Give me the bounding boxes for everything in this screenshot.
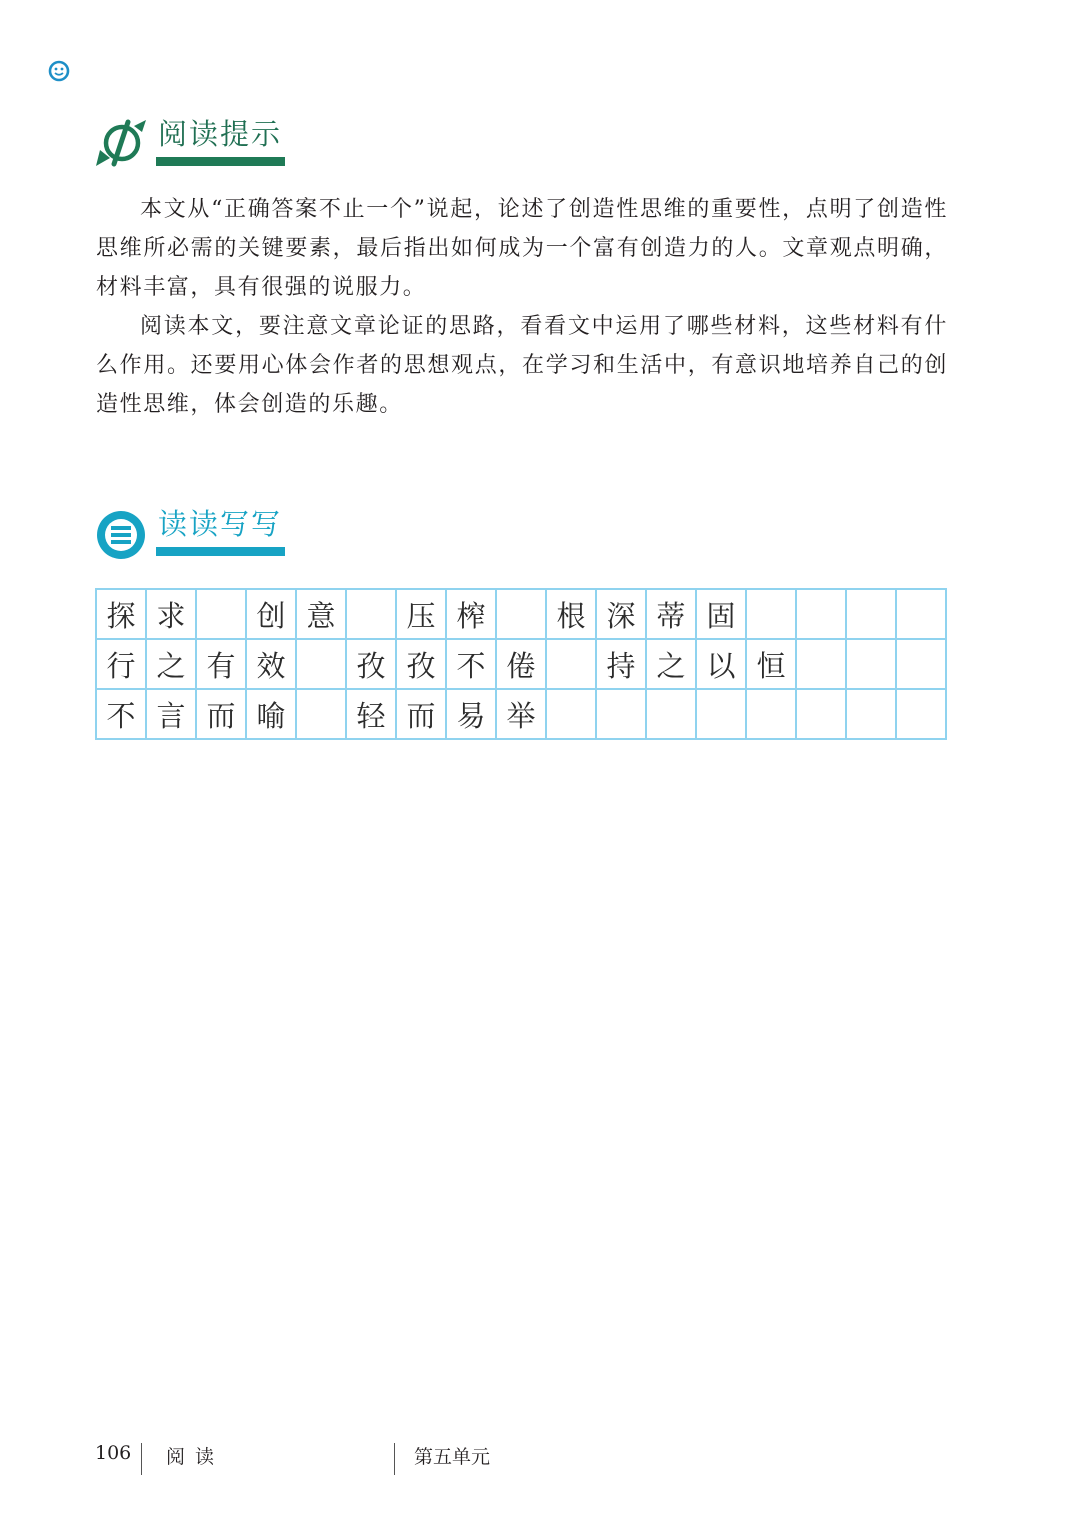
grid-cell: 言 [147,690,197,740]
grid-cell: 探 [97,590,147,640]
grid-cell [547,690,597,740]
read-write-underline [156,547,285,556]
grid-cell: 轻 [347,690,397,740]
grid-cell: 而 [397,690,447,740]
grid-cell [747,590,797,640]
grid-cell: 倦 [497,640,547,690]
grid-cell: 意 [297,590,347,640]
reading-hint-icon [94,118,148,170]
grid-cell: 喻 [247,690,297,740]
grid-cell: 以 [697,640,747,690]
grid-cell: 压 [397,590,447,640]
grid-cell: 榨 [447,590,497,640]
grid-cell [497,590,547,640]
grid-cell [797,640,847,690]
grid-cell: 孜 [397,640,447,690]
grid-cell: 持 [597,640,647,690]
grid-cell: 行 [97,640,147,690]
grid-cell [897,640,947,690]
grid-cell: 根 [547,590,597,640]
grid-cell: 蒂 [647,590,697,640]
reading-hint-paragraph-2: 阅读本文，要注意文章论证的思路，看看文中运用了哪些材料，这些材料有什么作用。还要用心体会作者的思想观点，在学习和生活中，有意识地培养自己的创造性思维，体会创造的乐趣。 [96,314,948,417]
grid-cell [647,690,697,740]
grid-cell: 有 [197,640,247,690]
grid-cell [297,690,347,740]
grid-cell: 孜 [347,640,397,690]
read-write-title: 读读写写 [158,507,283,541]
grid-cell [597,690,647,740]
writing-grid [95,588,947,740]
grid-cell: 之 [647,640,697,690]
grid-cell: 恒 [747,640,797,690]
grid-cell [197,590,247,640]
grid-cell: 创 [247,590,297,640]
smiley-icon [48,60,70,82]
footer-separator [141,1443,142,1475]
grid-cell: 效 [247,640,297,690]
reading-hint-body [96,190,948,424]
grid-cell [547,640,597,690]
grid-cell: 易 [447,690,497,740]
grid-cell: 深 [597,590,647,640]
grid-cell [897,690,947,740]
grid-cell [797,590,847,640]
grid-cell [847,690,897,740]
grid-cell: 不 [447,640,497,690]
read-write-icon [94,508,148,562]
reading-hint-paragraph-1: 本文从“正确答案不止一个”说起，论述了创造性思维的重要性，点明了创造性思维所必需的关键要素，最后指出如何成为一个富有创造力的人。文章观点明确，材料丰富，具有很强的说服力。 [96,197,948,300]
reading-hint-underline [156,157,285,166]
footer-section-name: 阅读 [166,1446,225,1468]
grid-cell [747,690,797,740]
grid-cell: 而 [197,690,247,740]
grid-cell: 不 [97,690,147,740]
grid-cell: 举 [497,690,547,740]
grid-cell [847,590,897,640]
grid-cell: 求 [147,590,197,640]
grid-cell: 之 [147,640,197,690]
grid-cell [297,640,347,690]
grid-cell [797,690,847,740]
reading-hint-title: 阅读提示 [158,117,283,151]
grid-cell [697,690,747,740]
grid-cell [897,590,947,640]
grid-cell [347,590,397,640]
grid-cell: 固 [697,590,747,640]
page-number: 106 [95,1442,132,1464]
footer-separator [394,1443,395,1475]
grid-cell [847,640,897,690]
footer-unit-name: 第五单元 [414,1446,491,1468]
